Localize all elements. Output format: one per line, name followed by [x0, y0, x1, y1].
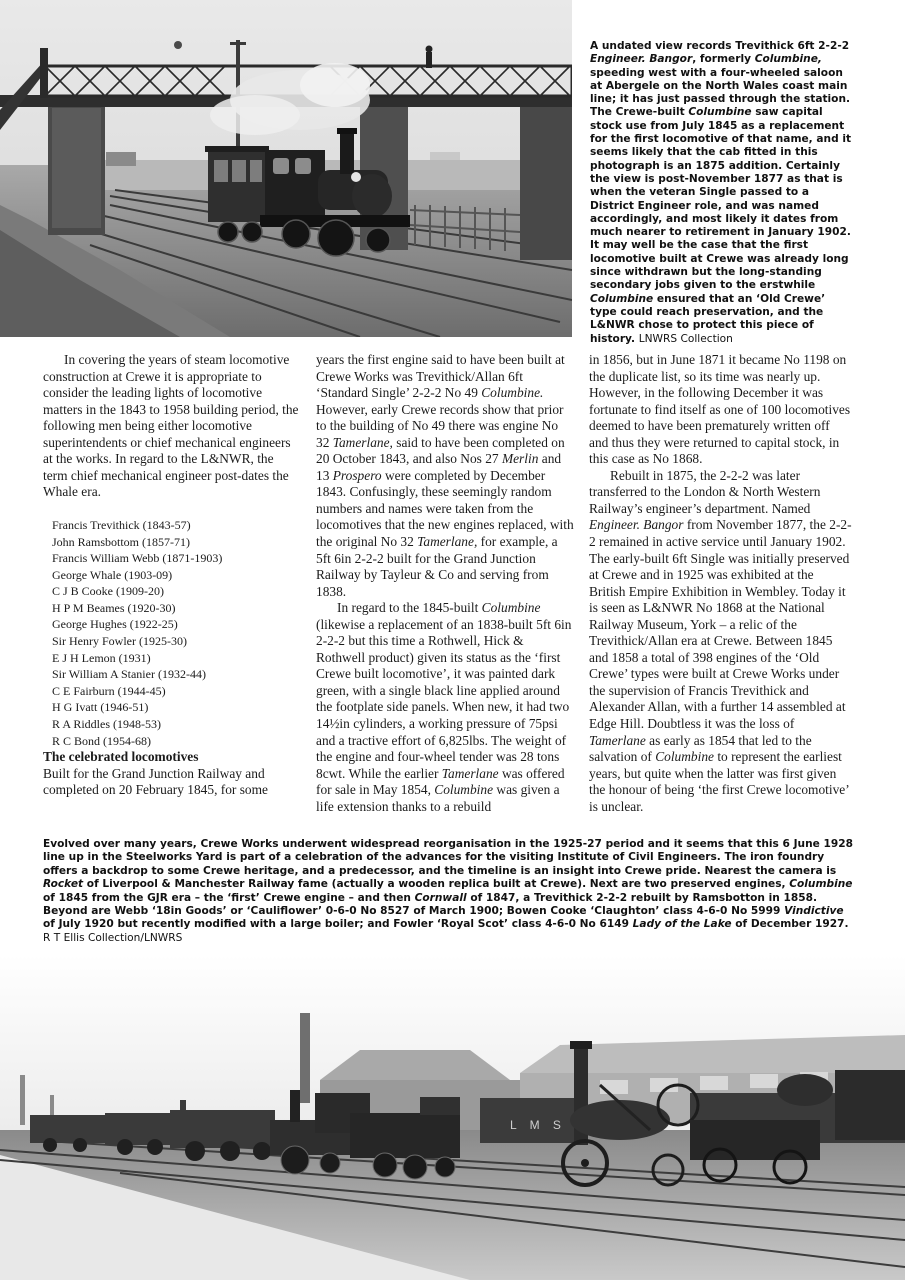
col2-p1-segment: Merlin — [501, 451, 539, 467]
article-column-3 — [589, 352, 852, 815]
engineer-item: Francis Trevithick (1843-57) — [52, 517, 191, 532]
bottom-caption-segment: Rocket — [43, 878, 84, 891]
col2-p1-segment: Columbine. — [481, 385, 544, 401]
col2-p1-segment: However, early Crewe records show that prior to the building of No 49 there was engine No 32 — [316, 401, 564, 450]
col2-p1-segment: said to have been completed on 20 October 1843, and also Nos 27 — [316, 434, 565, 467]
col2-paragraph-2 — [316, 600, 574, 815]
engineer-item: C J B Cooke (1909-20) — [52, 584, 164, 599]
top-caption-segment: Engineer. Bangor — [590, 53, 693, 66]
engineer-item: Sir William A Stanier (1932-44) — [52, 667, 206, 682]
col2-p2-segment: was offered for sale in May 1854, — [316, 765, 565, 798]
bottom-caption-text — [43, 838, 853, 930]
col2-p1-segment: and 13 — [316, 451, 562, 483]
col2-p1-segment: Tamerlane, — [417, 534, 478, 550]
bottom-caption-segment: Cornwall — [414, 891, 467, 904]
col2-p1-segment: Prospero — [332, 467, 382, 483]
top-photo-illustration — [0, 0, 572, 337]
col2-p2-segment: Tamerlane — [441, 765, 499, 781]
top-caption-text — [590, 40, 851, 345]
col2-p1-segment: for example, a 5ft 6in 2-2-2 built for the Grand Junction Railway by Tayleur & Co and serving from 1838. — [316, 534, 558, 599]
bottom-caption-segment: of 1847, a Trevithick 2-2-2 rebuilt by Ramsbotton in 1858. Beyond are Webb ‘18in Goods’ or ‘Cauliflower’ 0-6-0 No 8527 of March 1900; Bowen Cooke ‘Claughton’ class 4-6-0 No 5999 — [43, 891, 818, 918]
engineer-item: H G Ivatt (1946-51) — [52, 700, 149, 715]
bottom-caption-segment: Columbine — [789, 878, 853, 891]
article-column-1 — [43, 352, 301, 799]
engineer-item: R C Bond (1954-68) — [52, 733, 151, 748]
engineer-item: R A Riddles (1948-53) — [52, 717, 162, 732]
top-caption-segment: Columbine — [688, 106, 752, 119]
col3-paragraph-1: in 1856, but in June 1871 it became No 1198 on the duplicate list, so its time was nearly up. However, in the following December it was fortunate to find itself as one of 100 locomotives deemed to have been prematurely written off and thus they were returned to capital stock, in this case as No 1868. — [589, 352, 851, 467]
engineer-item: Sir Henry Fowler (1925-30) — [52, 634, 187, 649]
engineer-item: George Hughes (1922-25) — [52, 617, 178, 632]
col3-paragraph-2 — [589, 468, 852, 815]
bottom-photo-illustration — [0, 955, 905, 1280]
bottom-caption-segment: Lady of the Lake — [632, 918, 732, 931]
col2-p2-segment: was given a life extension thanks to a rebuild — [316, 782, 560, 814]
top-photo-caption — [590, 40, 852, 346]
top-caption-segment: Columbine, — [754, 53, 822, 66]
col2-p1-segment: years the first engine said to have been built at Crewe Works was Trevithick/Allan 6ft ‘Standard Single’ 2-2-2 No 49 — [316, 352, 565, 401]
top-caption-segment: speeding west with a four-wheeled saloon at Abergele on the North Wales coast main line; it has just passed through the station. The Crewe-built — [590, 66, 851, 119]
col2-p2-segment: In regard to the 1845-built — [337, 600, 482, 616]
bottom-photo-locomotive-lineup — [0, 955, 905, 1280]
bottom-photo-caption — [43, 838, 853, 945]
section-subheading: The celebrated locomotives — [43, 749, 199, 765]
bottom-caption-segment: Vindictive — [784, 905, 844, 918]
bottom-caption-segment: Evolved over many years, Crewe Works underwent widespread reorganisation in the 1925-27 period and it seems that this 6 June 1928 line up in the Steelworks Yard is part of a celebration of the advances for the visiting Institute of Civil Engineers. The iron foundry offers a backdrop to some Crewe heritage, and a predecessor, and the timeline is an insight into Crewe pride. Nearest the camera is — [43, 838, 853, 877]
top-caption-segment: , formerly — [692, 53, 755, 66]
bottom-caption-segment: of December 1927. — [731, 918, 849, 931]
bottom-caption-segment: of 1845 from the GJR era – the ‘first’ Crewe engine – and then — [43, 891, 415, 904]
engineers-list — [52, 517, 301, 749]
top-caption-segment: ensured that an ‘Old Crewe’ type could reach preservation, and the L&NWR chose to protect this piece of history. — [590, 292, 826, 345]
intro-paragraph: In covering the years of steam locomotive construction at Crewe it is appropriate to consider the leading lights of locomotive matters in the 1843 to 1958 building period, the following men being either locomotive superintendents or chief mechanical engineers at the works. In regard to the L&NWR, the term chief mechanical engineer post-dates the Whale era. — [43, 352, 299, 500]
engineer-item: Francis William Webb (1871-1903) — [52, 551, 223, 566]
col2-p2-segment: (likewise a replacement of an 1838-built 5ft 6in 2-2-2 but this time a Rothwell, Hick & Rothwell product) given its status as the ‘first Crewe built locomotive’, it was painted dark green, with a single black line applied around the footplate side panels. When new, it had two 14½in cylinders, a working pressure of 75psi and a tractive effort of 6,825lbs. The weight of the engine and four-wheel tender was 28 tons 8cwt. While the earlier — [316, 616, 572, 781]
top-photo-train-at-bridge — [0, 0, 572, 337]
col3-p2-segment: as early as 1854 that led to the salvation of — [589, 732, 812, 765]
engineer-item: E J H Lemon (1931) — [52, 650, 151, 665]
col2-p1-segment: were completed by December 1843. Confusingly, these seemingly random numbers and names were taken from the locomotives that the new engines replaced, with the original No 32 — [316, 467, 574, 550]
engineer-item: George Whale (1903-09) — [52, 567, 173, 582]
col3-p2-segment: from November 1877, the 2-2-2 remained in active service until January 1902. The early-built 6ft Single was initially preserved at Crewe and in 1925 was exhibited at the British Empire Exhibition in Wembley. Today it is seen as L&NWR No 1868 at the National Railway Museum, York – a relic of the Trevithick/Allan era at Crewe. Between 1845 and 1858 a total of 398 engines of the ‘Old Crewe’ types were built at Crewe Works under the supervision of Francis Trevithick and Alexander Allan, with a further 14 assembled at Edge Hill. Doubtless it was the loss of — [589, 517, 852, 732]
article-column-2 — [316, 352, 574, 815]
col2-p2-segment: Columbine — [481, 600, 541, 616]
col3-p2-segment: Tamerlane — [589, 732, 646, 748]
bottom-caption-segment: of Liverpool & Manchester Railway fame (actually a wooden replica built at Crewe). Next are two preserved engines, — [83, 878, 790, 891]
top-caption-credit: LNWRS Collection — [638, 332, 733, 345]
bottom-caption-segment: of July 1920 but recently modified with a large boiler; and Fowler ‘Royal Scot’ class 4-6-0 No 6149 — [43, 918, 633, 931]
col2-paragraph-1 — [316, 352, 574, 600]
bottom-caption-credit: R T Ellis Collection/LNWRS — [43, 931, 183, 944]
col3-p2-segment: to represent the earliest years, but quite when the latter was first given the honour of being ‘the first Crewe locomotive’ is unclear. — [589, 749, 849, 814]
wagon-lettering-lms: L M S — [510, 1118, 566, 1132]
col2-p1-segment: Tamerlane, — [332, 434, 393, 450]
engineer-item: H P M Beames (1920-30) — [52, 600, 176, 615]
col3-p2-segment: Engineer. Bangor — [589, 517, 684, 533]
col3-p2-segment: Rebuilt in 1875, the 2-2-2 was later transferred to the London & North Western Railway’s engineer’s department. Named — [589, 467, 821, 516]
engineer-item: John Ramsbottom (1857-71) — [52, 534, 190, 549]
top-caption-segment: Columbine — [590, 292, 654, 305]
top-caption-segment: saw capital stock use from July 1845 as a replacement for the first locomotive of that name, and it seems likely that the cab fitted in this photograph is an 1875 addition. Certainly the view is post-November 1877 as that is when the veteran Single passed to a District Engineer role, and was named accordingly, and most likely it dates from much nearer to retirement in January 1902. It may well be the case that the first locomotive built at Crewe was already long since withdrawn but the long-standing secondary jobs given to the erstwhile — [590, 106, 852, 292]
top-caption-segment: A undated view records Trevithick 6ft 2-2-2 — [590, 40, 850, 52]
col2-p2-segment: Columbine — [434, 782, 494, 798]
col3-p2-segment: Columbine — [655, 749, 714, 765]
engineer-item: C E Fairburn (1944-45) — [52, 683, 166, 698]
celebrated-paragraph-start: Built for the Grand Junction Railway and completed on 20 February 1845, for some — [43, 765, 268, 798]
